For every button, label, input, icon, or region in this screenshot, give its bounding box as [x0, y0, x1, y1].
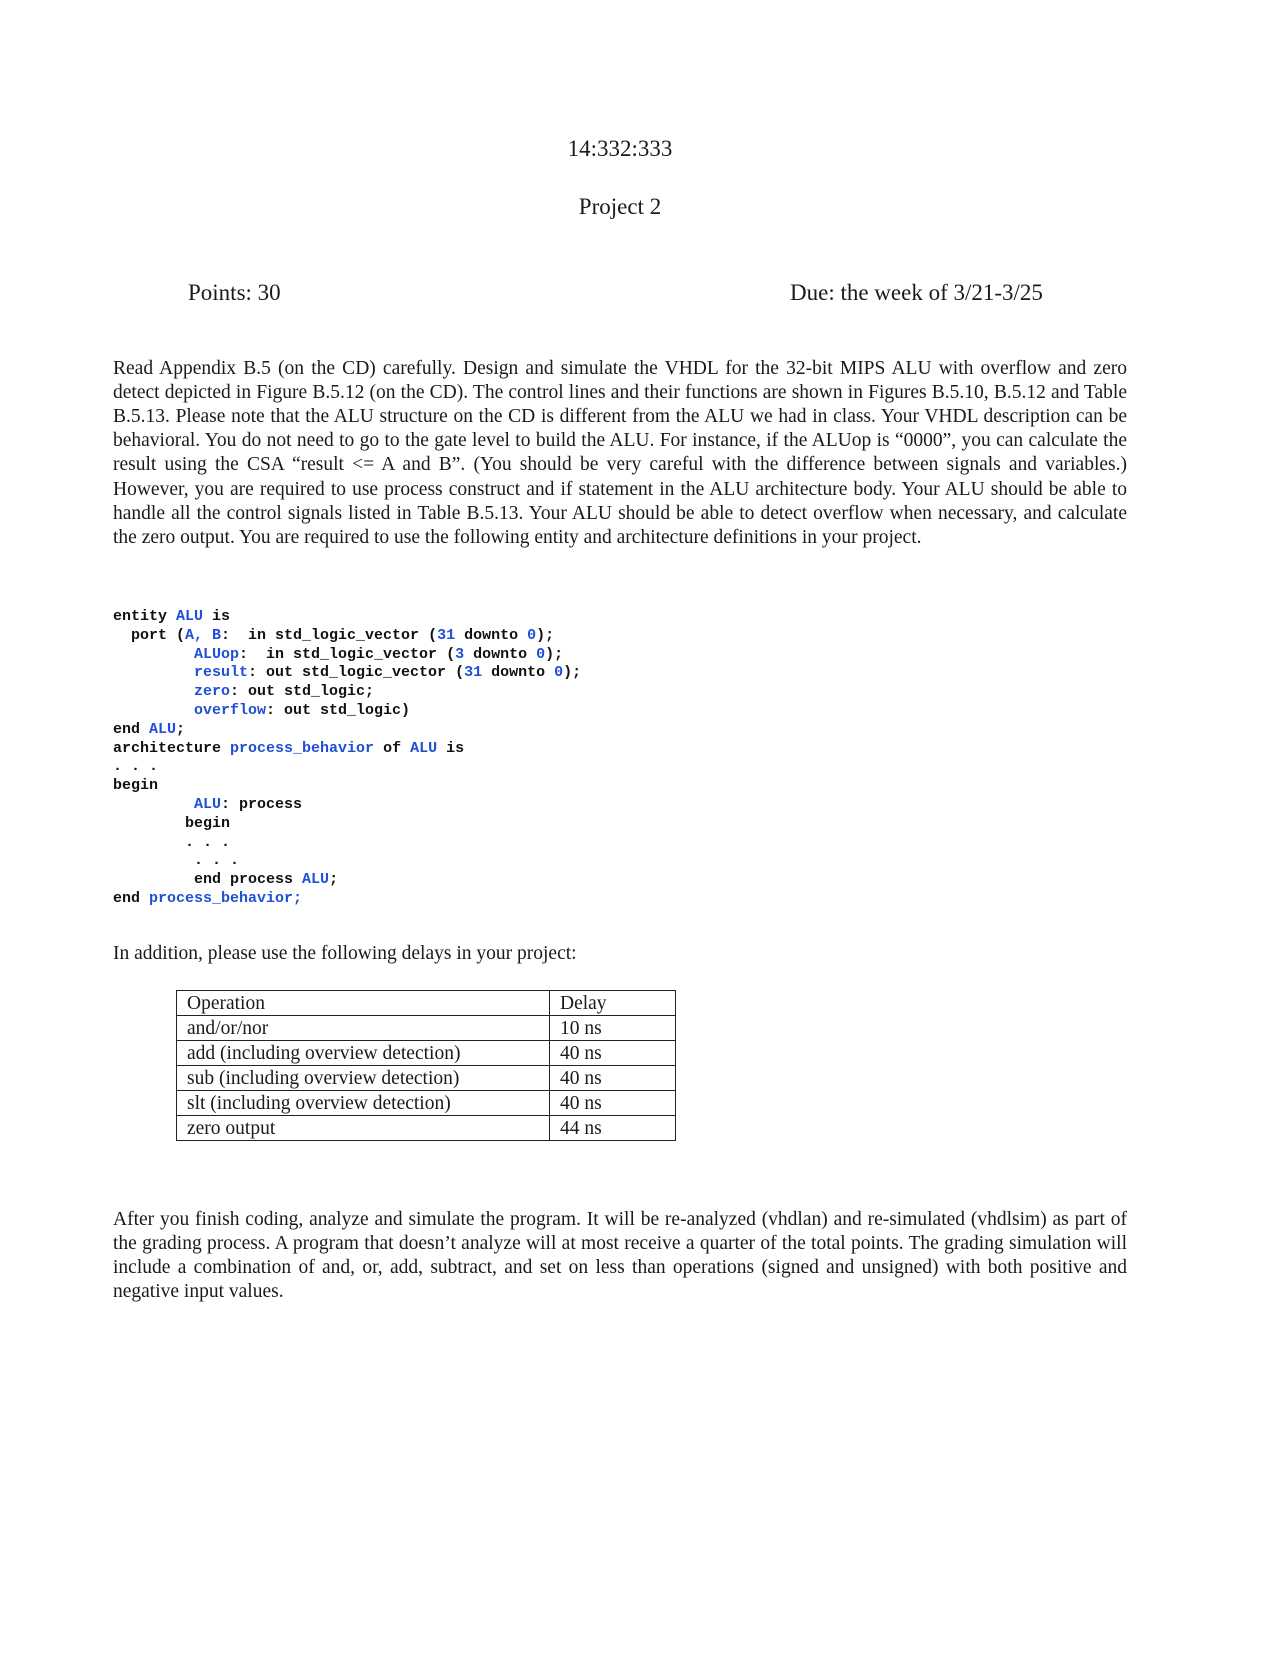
code-line: overflow: out std_logic) — [194, 701, 411, 719]
code-line: end process ALU; — [194, 871, 339, 889]
code-line: result: out std_logic_vector (31 downto 0); — [194, 664, 582, 682]
table-row — [177, 1066, 676, 1091]
table-cell: sub (including overview detection) — [177, 1066, 550, 1091]
table-cell: and/or/nor — [177, 1016, 550, 1041]
code-line: begin — [113, 777, 159, 795]
closing-paragraph: After you finish coding, analyze and simulate the program. It will be re-analyzed (vhdlan) and re-simulated (vhdlsim) as part of the grading process. A program that doesn’t analyze will at most receive a quarter of the total points. The grading simulation will include a combination of and, or, add, subtract, and set on less than operations (signed and unsigned) with both positive and negative input values. — [113, 1208, 1127, 1303]
table-cell: add (including overview detection) — [177, 1041, 550, 1066]
table-row — [177, 1041, 676, 1066]
delays-intro: In addition, please use the following delays in your project: — [113, 943, 577, 964]
table-cell: 40 ns — [550, 1041, 676, 1066]
code-line: . . . — [113, 833, 231, 851]
code-line: architecture process_behavior of ALU is — [113, 739, 465, 757]
points-label: Points: 30 — [188, 280, 281, 305]
code-line: begin — [113, 814, 231, 832]
table-row — [177, 1016, 676, 1041]
code-line: end process_behavior; — [113, 889, 303, 907]
vhdl-code-block — [113, 608, 581, 909]
table-cell: 10 ns — [550, 1016, 676, 1041]
project-title: Project 2 — [578, 194, 662, 219]
code-line: entity ALU is — [113, 608, 231, 625]
table-cell: slt (including overview detection) — [177, 1091, 550, 1116]
code-line: end ALU; — [113, 720, 186, 738]
code-line: . . . — [113, 852, 240, 870]
table-row — [177, 1091, 676, 1116]
table-cell: 44 ns — [550, 1116, 676, 1141]
code-line: . . . — [113, 758, 159, 776]
code-line: ALU: process — [194, 795, 303, 813]
intro-paragraph: Read Appendix B.5 (on the CD) carefully. Design and simulate the VHDL for the 32-bit MIPS ALU with overflow and zero detect depicted in Figure B.5.12 (on the CD). The control lines and their functions are shown in Figures B.5.10, B.5.12 and Table B.5.13. Please note that the ALU structure on the CD is different from the ALU we had in class. Your VHDL description can be behavioral. You do not need to go to the gate level to build the ALU. For instance, if the ALUop is “0000”, you can calculate the result using the CSA “result <= A and B”. (You should be very careful with the difference between signals and variables.) However, you are required to use process construct and if statement in the ALU architecture body. Your ALU should be able to handle all the control signals listed in Table B.5.13. Your ALU should be able to detect overflow when necessary, and calculate the zero output. You are required to use the following entity and architecture definitions in your project. — [113, 357, 1127, 548]
due-date-label: Due: the week of 3/21-3/25 — [790, 280, 1043, 305]
table-header-cell: Delay — [550, 991, 676, 1016]
course-number: 14:332:333 — [567, 136, 673, 161]
table-header-cell: Operation — [177, 991, 550, 1016]
table-row — [177, 1116, 676, 1141]
table-header-row — [177, 991, 676, 1016]
table-cell: 40 ns — [550, 1091, 676, 1116]
delays-table — [176, 990, 676, 1141]
code-line: port (A, B: in std_logic_vector (31 downto 0); — [113, 626, 555, 644]
code-line: zero: out std_logic; — [194, 683, 375, 701]
table-cell: zero output — [177, 1116, 550, 1141]
code-line: ALUop: in std_logic_vector (3 downto 0); — [194, 645, 564, 663]
table-cell: 40 ns — [550, 1066, 676, 1091]
